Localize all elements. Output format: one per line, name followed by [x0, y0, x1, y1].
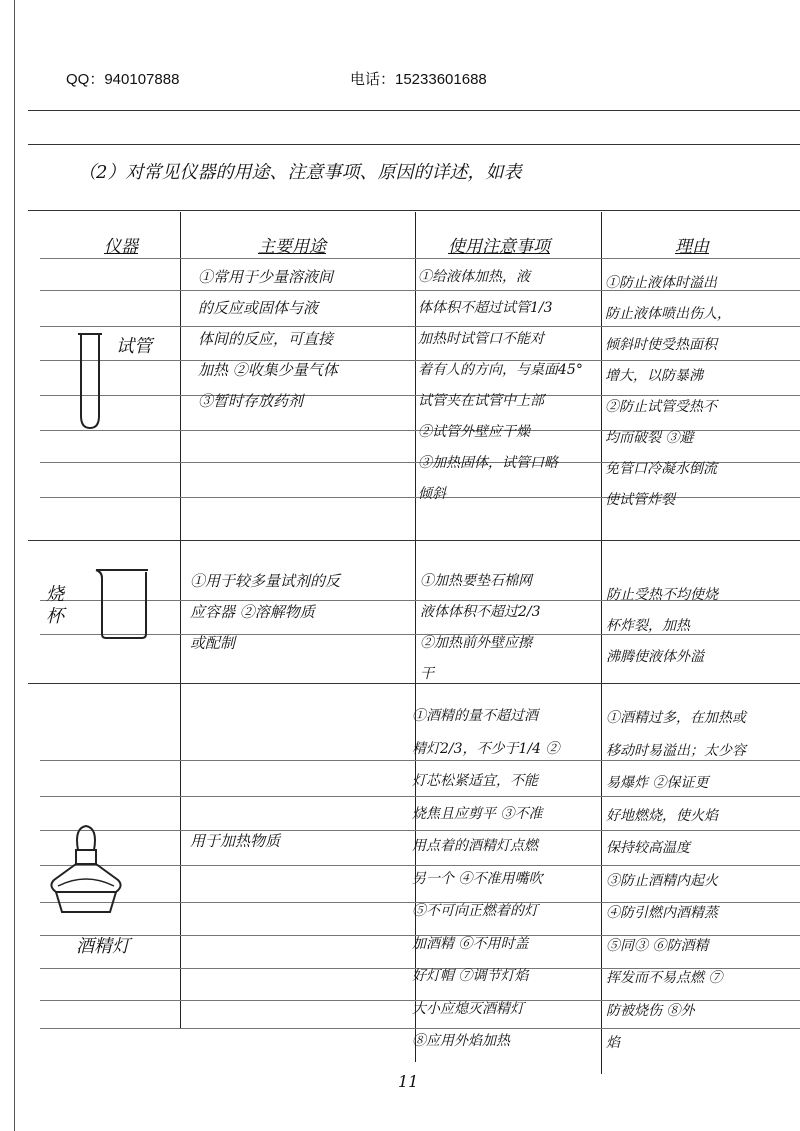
uses-cell: ①常用于少量溶液间 的反应或固体与液 体间的反应，可直接 加热 ②收集少量气体 ③暂时存放药剂 — [198, 268, 338, 410]
precautions-cell: ①加热要垫石棉网 液体体积不超过2/3 ②加热前外壁应擦 干 — [420, 573, 541, 682]
column-divider — [180, 212, 181, 1028]
instrument-label: 酒精灯 — [76, 936, 130, 957]
column-header-instrument: 仪器 — [104, 237, 138, 257]
precautions-cell: ①给液体加热，液 体体积不超过试管1/3 加热时试管口不能对 着有人的方向，与桌面45° 试管夹在试管中上部 ②试管外壁应干燥 ③加热固体，试管口略 倾斜 — [418, 269, 583, 502]
test-tube-icon — [78, 332, 102, 432]
precautions-cell: ①酒精的量不超过酒 精灯2/3，不少于1/4 ② 灯芯松紧适宜，不能 烧焦且应剪平 ③不准 用点着的酒精灯点燃 另一个 ④不准用嘴吹 ⑤不可向正燃着的灯 加酒精 ⑥不用时盖 好灯帽 ⑦调节灯焰 大小应熄灭酒精灯 ⑧应用外焰加热 — [412, 708, 560, 1049]
divider — [28, 110, 800, 111]
alcohol-lamp-icon — [44, 822, 128, 916]
row-divider — [28, 683, 800, 684]
table-top-rule — [28, 210, 800, 211]
column-header-precautions: 使用注意事项 — [448, 237, 550, 257]
column-header-uses: 主要用途 — [258, 237, 326, 257]
beaker-icon — [94, 568, 150, 640]
margin-line — [14, 0, 15, 1131]
uses-cell: ①用于较多量试剂的反 应容器 ②溶解物质 或配制 — [190, 572, 341, 652]
reasons-cell: 防止受热不均使烧 杯炸裂，加热 沸腾使液体外溢 — [606, 587, 718, 665]
page-header — [66, 68, 766, 90]
instrument-label: 烧杯 — [46, 584, 64, 627]
reasons-cell: ①酒精过多，在加热或 移动时易溢出；太少容 易爆炸 ②保证更 好地燃烧，使火焰 保持较高温度 ③防止酒精内起火 ④防引燃内酒精蒸 ⑤同③ ⑥防酒精 挥发而不易点燃 ⑦ 防被烧伤 ⑧外 焰 — [606, 710, 746, 1051]
reasons-cell: ①防止液体时溢出 防止液体喷出伤人， 倾斜时使受热面积 增大，以防暴沸 ②防止试管受热不 均而破裂 ③避 免管口冷凝水倒流 使试管炸裂 — [605, 275, 731, 508]
phone-number: 电话：15233601688 — [350, 71, 487, 88]
divider — [28, 144, 800, 145]
section-heading: （2）对常见仪器的用途、注意事项、原因的详述，如表 — [78, 162, 522, 183]
uses-cell: 用于加热物质 — [190, 832, 281, 850]
page-number: 11 — [398, 1072, 419, 1091]
qq-number: QQ：940107888 — [66, 71, 180, 88]
column-header-reasons: 理由 — [675, 237, 709, 257]
row-divider — [28, 540, 800, 541]
instrument-label: 试管 — [116, 336, 152, 357]
